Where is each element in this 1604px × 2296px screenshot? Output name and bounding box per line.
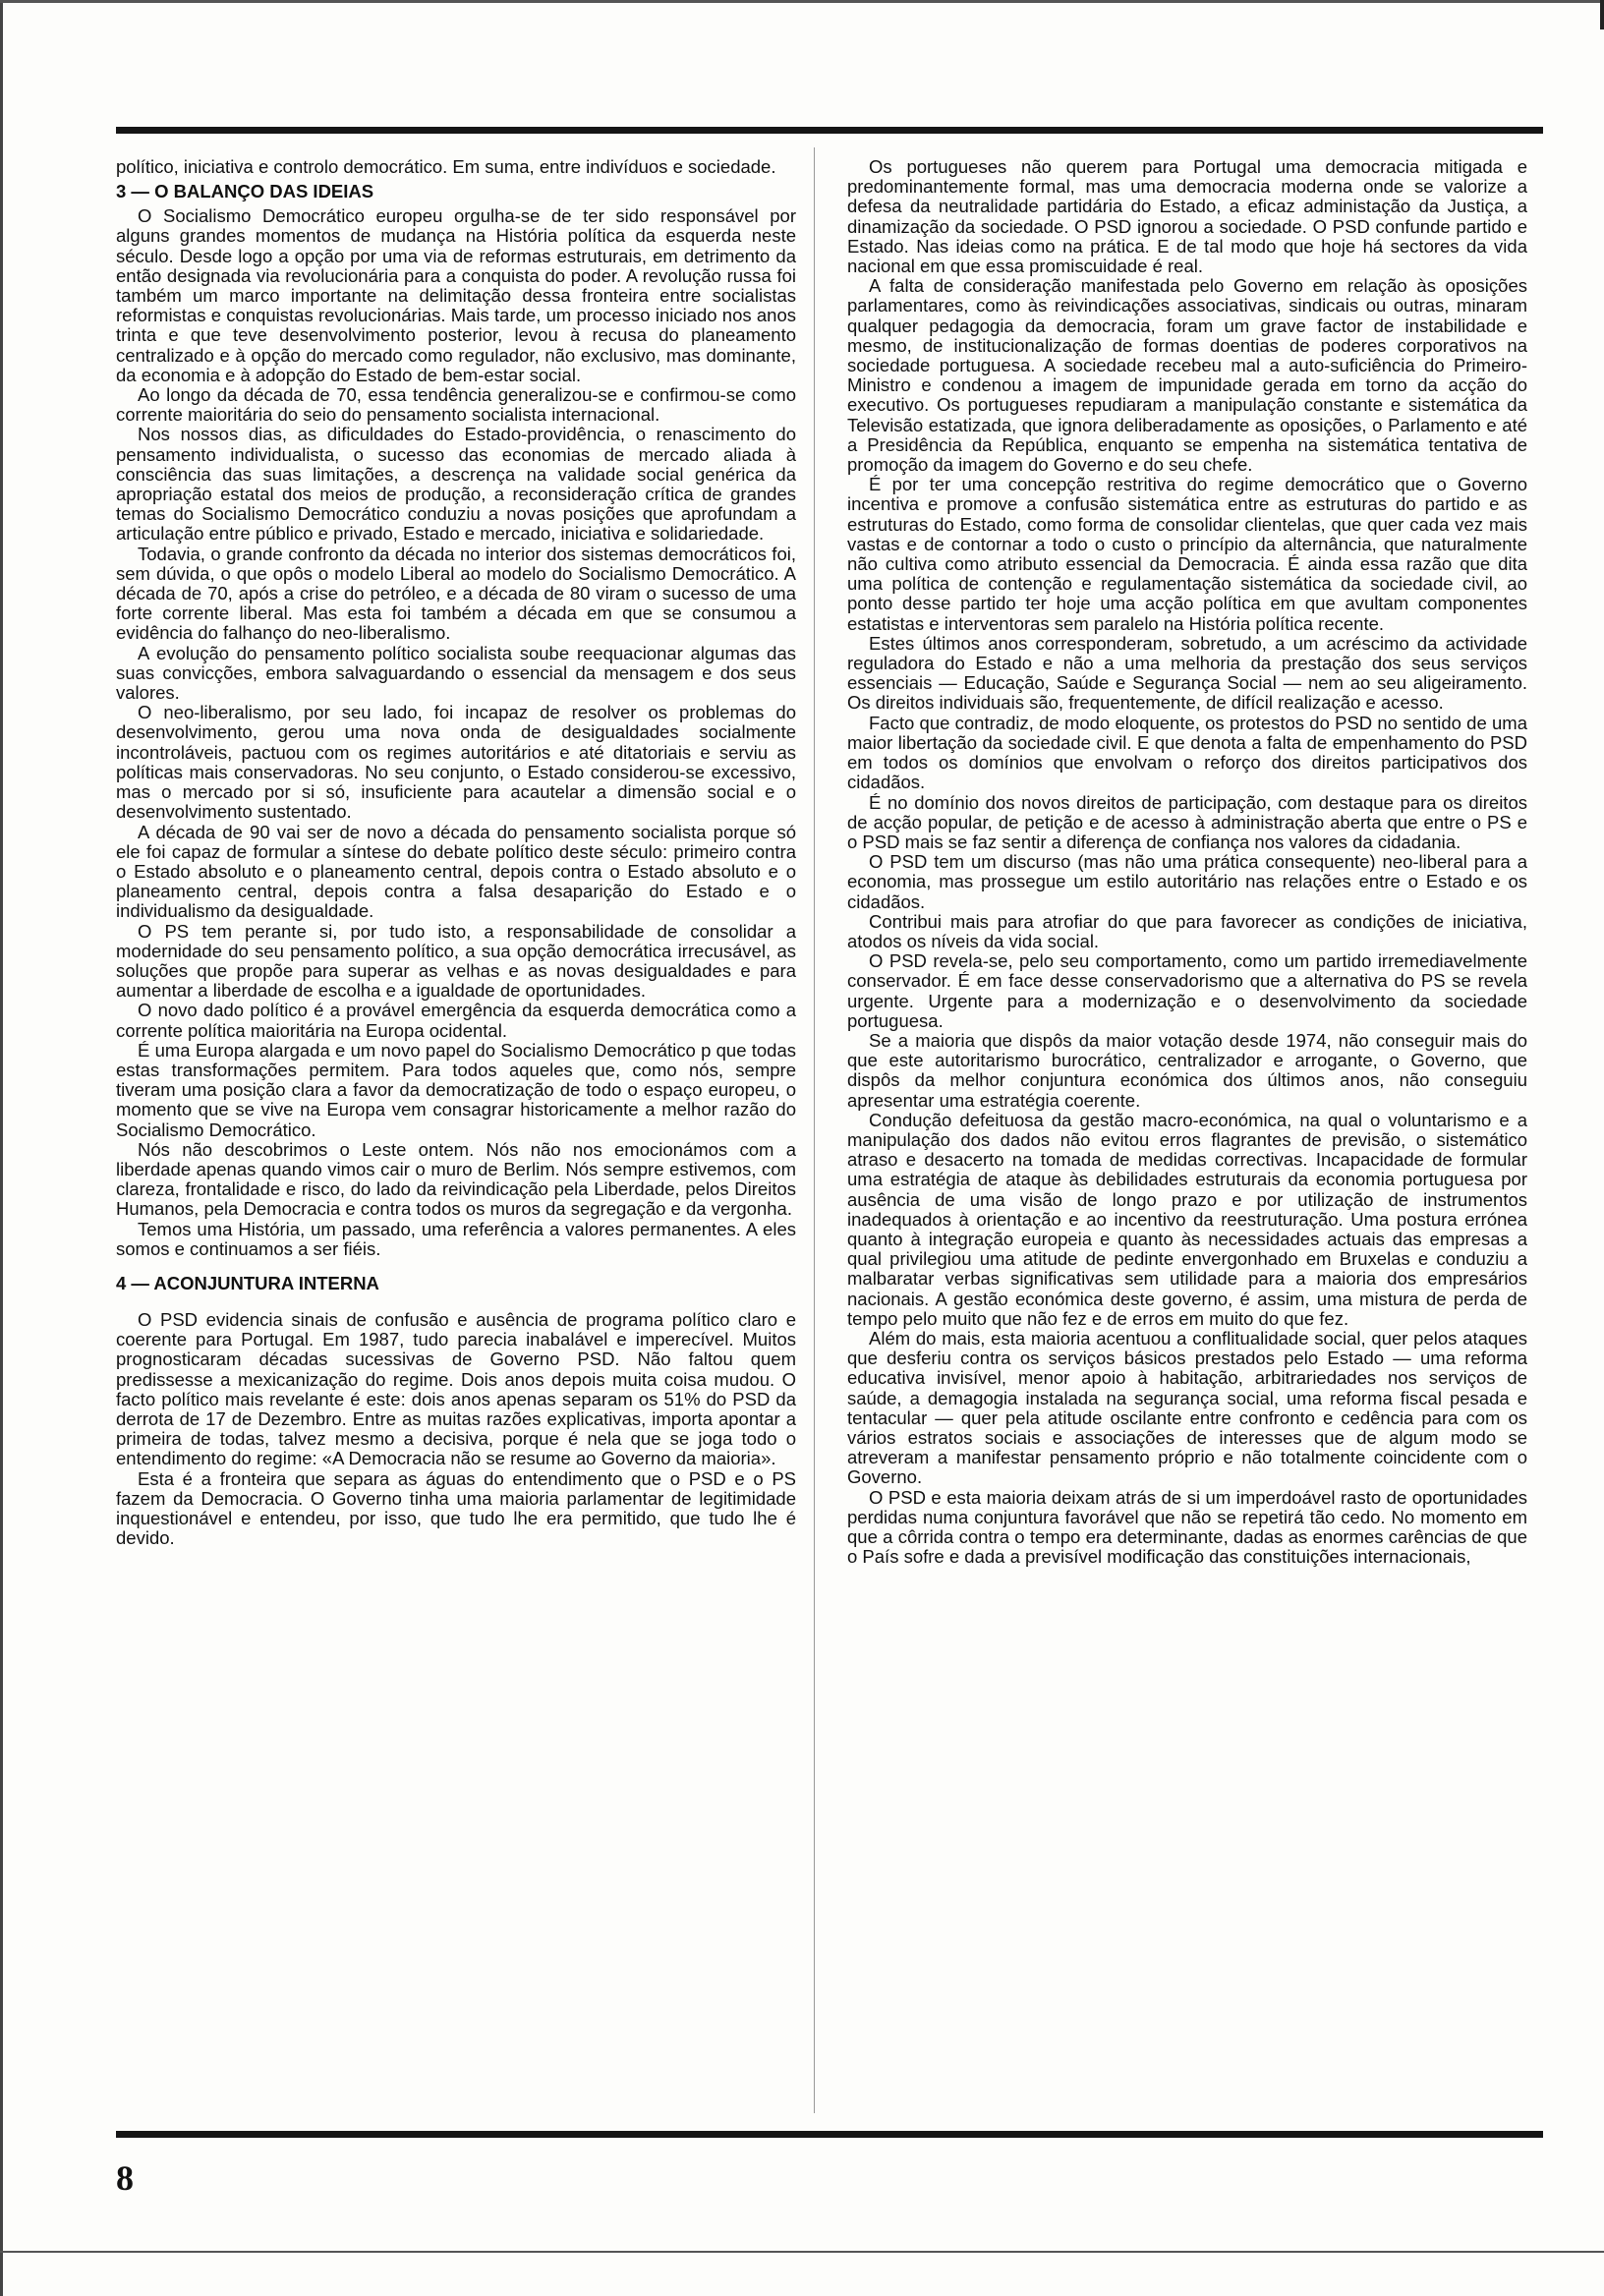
paragraph: Condução defeituosa da gestão macro-económica, na qual o voluntarismo e a manipulação dos dados não evitou erros flagrantes de previsão, o sistemático atraso e desacerto na tomada de medidas correctivas. Incapacidade de formular uma estratégia de ataque às debilidades estruturais da economia portuguesa por ausência de uma visão de longo prazo e por utilização de instrumentos inadequados à orientação e ao incentivo da reestruturação. Uma postura errónea quanto à integração europeia e quanto às necessidades actuais das empresas a qual privilegiou uma atitude de pedinte envergonhado em Bruxelas e conduziu a malbaratar verbas significativas sem utilidade para a maioria dos empresários nacionais. A gestão económica deste governo, é assim, uma mistura de perda de tempo pelo muito que não fez e de erros em muito do que fez. <box>847 1109 1527 1329</box>
paragraph: Ao longo da década de 70, essa tendência generalizou-se e confirmou-se como corrente maioritária do seio do pensamento socialista internacional. <box>116 384 796 426</box>
scan-edge <box>0 0 3 2296</box>
paragraph: O PSD revela-se, pelo seu comportamento, como um partido irremediavelmente conservador. É em face desse conservadorismo que a alternativa do PS se revela urgente. Urgente para a modernização e o desenvolvimento da sociedade portuguesa. <box>847 950 1527 1031</box>
scan-edge <box>0 2251 1604 2253</box>
paragraph: político, iniciativa e controlo democrático. Em suma, entre indivíduos e sociedade. <box>116 156 776 177</box>
paragraph: Facto que contradiz, de modo eloquente, os protestos do PSD no sentido de uma maior libertação da sociedade civil. E que denota a falta de empenhamento do PSD em todos os domínios que envolvam o reforço dos direitos participativos dos cidadãos. <box>847 712 1527 793</box>
paragraph: A evolução do pensamento político socialista soube reequacionar algumas das suas convicções, embora salvaguardando o essencial da mensagem e dos seus valores. <box>116 642 796 704</box>
section-heading: 3 — O BALANÇO DAS IDEIAS <box>116 181 374 202</box>
paragraph: O PS tem perante si, por tudo isto, a responsabilidade de consolidar a modernidade do seu pensamento político, a sua opção democrática irrecusável, as soluções que propõe para superar as velhas e as novas desigualdades e para aumentar a liberdade de escolha e a igualdade de oportunidades. <box>116 920 796 1002</box>
paragraph: É uma Europa alargada e um novo papel do Socialismo Democrático p que todas estas transformações permitem. Para todos aqueles que, como nós, sempre tiveram uma posição clara a favor da democratização de todo o espaço europeu, o momento que se vive na Europa vem consagrar historicamente a melhor razão do Socialismo Democrático. <box>116 1039 796 1140</box>
bottom-rule <box>116 2131 1543 2138</box>
paragraph: Além do mais, esta maioria acentuou a conflitualidade social, quer pelos ataques que desferiu contra os serviços básicos prestados pelo Estado — uma reforma educativa invisível, menor apoio à habitação, arbitrariedades nos serviços de saúde, a demagogia instalada na segurança social, uma reforma fiscal pesada e tentacular — quer pela atitude oscilante entre confronto e cedência para com os vários estratos sociais e associações de interesses que de algum modo se atreveram a manifestar pensamento próprio e não totalmente coincidente com o Governo. <box>847 1327 1527 1488</box>
paragraph: Esta é a fronteira que separa as águas do entendimento que o PSD e o PS fazem da Democracia. O Governo tinha uma maioria parlamentar de legitimidade inquestionável e entendeu, por isso, que tudo lhe era permitido, que tudo lhe é devido. <box>116 1467 796 1549</box>
paragraph: O neo-liberalismo, por seu lado, foi incapaz de resolver os problemas do desenvolvimento, gerou uma nova onda de desigualdades socialmente incontroláveis, pactuou com os regimes autoritários e até ditatoriais e serviu as políticas mais conservadoras. No seu conjunto, o Estado considerou-se excessivo, mas o mercado por si só, insuficiente para acautelar a dimensão social e o desenvolvimento sustentado. <box>116 702 796 823</box>
paragraph: É por ter uma concepção restritiva do regime democrático que o Governo incentiva e promove a confusão sistemática entre as estruturas do partido e as estruturas do Estado, como forma de consolidar clientelas, que quer cada vez mais vastas e de contornar a todo o custo o princípio da alternância, que naturalmente não cultiva como atributo essencial da Democracia. É ainda essa razão que dita uma política de contenção e regulamentação sistemática da sociedade civil, ao ponto desse partido ter hoje uma acção política em que avultam componentes estatistas e interventoras sem paralelo na História política recente. <box>847 474 1527 634</box>
paragraph: Nos nossos dias, as dificuldades do Estado-providência, o renascimento do pensamento individualista, o sucesso das economias de mercado aliada à consciência das suas limitações, a descrença na validade social genérica da apropriação estatal dos meios de produção, a reconsideração crítica de grandes temas do Socialismo Democrático conduziu a novas posições que aprofundam a articulação entre público e privado, Estado e mercado, iniciativa e solidariedade. <box>116 424 796 545</box>
paragraph: Temos uma História, um passado, uma referência a valores permanentes. A eles somos e continuamos a ser fiéis. <box>116 1218 796 1259</box>
page-number: 8 <box>116 2158 134 2198</box>
paragraph: O PSD evidencia sinais de confusão e ausência de programa político claro e coerente para Portugal. Em 1987, tudo parecia inabalável e imperecível. Muitos prognosticaram décadas sucessivas de Governo PSD. Não faltou quem predissesse a mexicanização do regime. Dois anos depois muita coisa mudou. O facto político mais revelante é este: dois anos apenas separam os 51% do PSD da derrota de 17 de Dezembro. Entre as muitas razões explicativas, importa apontar a primeira de todas, talvez mesmo a decisiva, porque é nela que se joga todo o entendimento do regime: «A Democracia não se resume ao Governo da maioria». <box>116 1308 796 1469</box>
paragraph: É no domínio dos novos direitos de participação, com destaque para os direitos de acção popular, de petição e de acesso à administração aberta que entre o PS e o PSD mais se faz sentir a diferença de confiança nos valores da cidadania. <box>847 791 1527 852</box>
scan-edge <box>1600 0 1604 29</box>
paragraph: O Socialismo Democrático europeu orgulha-se de ter sido responsável por alguns grandes momentos de mudança na História política da esquerda neste século. Desde logo a opção por uma via de reformas estruturais, em detrimento da então designada via revolucionária para a conquista do poder. A revolução russa foi também um marco importante na delimitação dessa fronteira entre socialistas reformistas e conquistas revolucionárias. Mais tarde, um processo iniciado nos anos trinta e que teve desenvolvimento posterior, levou à recusa do planeamento centralizado e à opção do mercado como regulador, não exclusivo, mas dominante, da economia e à adopção do Estado de bem-estar social. <box>116 205 796 385</box>
paragraph: O PSD tem um discurso (mas não uma prática consequente) neo-liberal para a economia, mas prossegue um estilo autoritário nas relações entre o Estado e os cidadãos. <box>847 851 1527 912</box>
paragraph: Se a maioria que dispôs da maior votação desde 1974, não conseguir mais do que este autoritarismo burocrático, centralizador e arrogante, o Governo, que dispôs da melhor conjuntura económica dos últimos anos, não conseguiu apresentar uma estratégia coerente. <box>847 1029 1527 1111</box>
paragraph: Nós não descobrimos o Leste ontem. Nós não nos emocionámos com a liberdade apenas quando vimos cair o muro de Berlim. Nós sempre estivemos, com clareza, frontalidade e risco, do lado da reivindicação pela Liberdade, pelos Direitos Humanos, pela Democracia e contra todos os muros da segregação e da vergonha. <box>116 1138 796 1220</box>
paragraph: O novo dado político é a provável emergência da esquerda democrática como a corrente política maioritária na Europa ocidental. <box>116 1000 796 1041</box>
column-divider <box>814 147 815 2113</box>
paragraph: Os portugueses não querem para Portugal uma democracia mitigada e predominantemente formal, mas uma democracia moderna onde se valorize a defesa da neutralidade partidária do Estado, a eficaz administação da Justiça, a dinamização da sociedade. O PSD ignorou a sociedade. O PSD confunde partido e Estado. Nas ideias como na prática. E de tal modo que hoje há sectores da vida nacional em que essa promiscuidade é real. <box>847 156 1527 277</box>
paragraph: Contribui mais para atrofiar do que para favorecer as condições de iniciativa, atodos os níveis da vida social. <box>847 910 1527 951</box>
section-heading: 4 — ACONJUNTURA INTERNA <box>116 1272 379 1293</box>
paragraph: O PSD e esta maioria deixam atrás de si um imperdoável rasto de oportunidades perdidas numa conjuntura favorável que não se repetirá tão cedo. No momento em que a côrrida contra o tempo era determinante, dadas as enormes carências de que o País sofre e dada a previsível modificação das constituições internacionais, <box>847 1486 1527 1568</box>
right-column <box>847 157 1527 1567</box>
paragraph: Todavia, o grande confronto da década no interior dos sistemas democráticos foi, sem dúvida, o que opôs o modelo Liberal ao modelo do Socialismo Democrático. A década de 70, após a crise do petróleo, e a década de 80 viram o sucesso de uma forte corrente liberal. Mas esta foi também a década em que se consumou a evidência do falhanço do neo-liberalismo. <box>116 543 796 644</box>
paragraph: A década de 90 vai ser de novo a década do pensamento socialista porque só ele foi capaz de formular a síntese do debate político deste século: primeiro contra o Estado absoluto e o planeamento central, depois contra o Estado absoluto e o planeamento central, depois contra a falsa desaparição do Estado e o individualismo da desigualdade. <box>116 821 796 922</box>
scan-edge <box>0 0 1604 3</box>
left-column <box>116 157 796 1548</box>
paragraph: Estes últimos anos corresponderam, sobretudo, a um acréscimo da actividade reguladora do Estado e não a uma melhoria da prestação dos seus serviços essenciais — Educação, Saúde e Segurança Social — nem ao seu aligeiramento. Os direitos individuais são, frequentemente, de difícil realização e acesso. <box>847 632 1527 714</box>
paragraph: A falta de consideração manifestada pelo Governo em relação às oposições parlamentares, como às reivindicações associativas, sindicais ou outras, minaram qualquer pedagogia da democracia, foram um grave factor de instabilidade e mesmo, de institucionalização de formas doentias de poderes corporativos na sociedade portuguesa. A sociedade recebeu mal a auto-suficiência do Primeiro-Ministro e condenou a imagem de impunidade gerada em torno da acção do executivo. Os portugueses repudiaram a manipulação constante e sistemática da Televisão estatizada, que ignora deliberadamente as oposições, o Parlamento e até a Presidência da República, enquanto se empenha na sistemática tentativa de promoção da imagem do Governo e do seu chefe. <box>847 275 1527 476</box>
top-rule <box>116 127 1543 134</box>
